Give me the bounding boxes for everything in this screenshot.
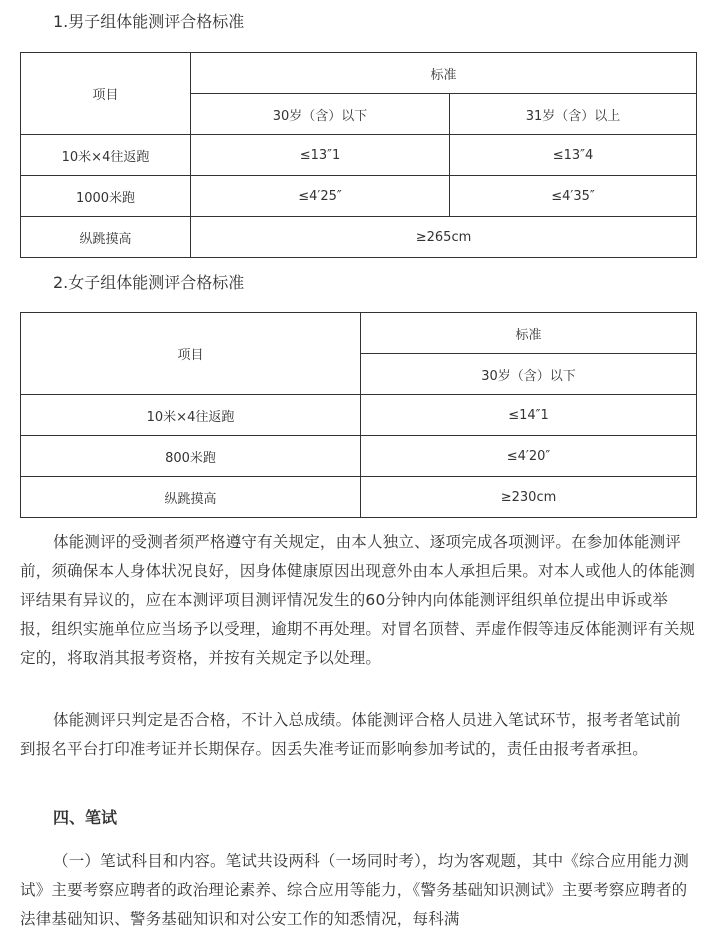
- row-value: ≥230cm: [361, 477, 697, 518]
- row-value: ≤14″1: [361, 395, 697, 436]
- female-col-age-under30: 30岁（含）以下: [361, 354, 697, 395]
- female-col-standard: 标准: [361, 313, 697, 354]
- table-row: [21, 176, 697, 217]
- male-table-heading: 1.男子组体能测评合格标准: [53, 12, 245, 31]
- row-value: ≤4′20″: [361, 436, 697, 477]
- male-col-item: 项目: [21, 53, 191, 135]
- table-row: [21, 217, 697, 258]
- male-col-standard: 标准: [191, 53, 697, 94]
- row-value: ≤13″1: [191, 135, 450, 176]
- body-paragraph: 体能测评只判定是否合格，不计入总成绩。体能测评合格人员进入笔试环节，报考者笔试前到报名平台打印准考证并长期保存。因丢失准考证而影响参加考试的，责任由报考者承担。: [20, 711, 682, 758]
- male-col-age-over31: 31岁（含）以上: [450, 94, 697, 135]
- female-standard-table: [20, 312, 697, 518]
- row-item: 10米×4往返跑: [21, 395, 361, 436]
- row-item: 1000米跑: [21, 176, 191, 217]
- table-row: [21, 395, 697, 436]
- row-value: ≥265cm: [191, 217, 697, 258]
- row-item: 纵跳摸高: [21, 477, 361, 518]
- row-value: ≤13″4: [450, 135, 697, 176]
- male-standard-table: [20, 52, 697, 258]
- row-item: 800米跑: [21, 436, 361, 477]
- female-col-item: 项目: [21, 313, 361, 395]
- row-value: ≤4′35″: [450, 176, 697, 217]
- row-value: ≤4′25″: [191, 176, 450, 217]
- row-item: 10米×4往返跑: [21, 135, 191, 176]
- table-row: [21, 436, 697, 477]
- table-row: [21, 477, 697, 518]
- row-item: 纵跳摸高: [21, 217, 191, 258]
- female-table-heading: 2.女子组体能测评合格标准: [53, 273, 245, 292]
- section-paragraph: （一）笔试科目和内容。笔试共设两科（一场同时考），均为客观题，其中《综合应用能力测试》主要考察应聘者的政治理论素养、综合应用等能力，《警务基础知识测试》主要考察应聘者的法律基础知识、警务基础知识和对公安工作的知悉情况，每科满: [20, 852, 689, 928]
- body-paragraph: 体能测评的受测者须严格遵守有关规定，由本人独立、逐项完成各项测评。在参加体能测评前，须确保本人身体状况良好，因身体健康原因出现意外由本人承担后果。对本人或他人的体能测评结果有异议的，应在本测评项目测评情况发生的60分钟内向体能测评组织单位提出申诉或举报，组织实施单位应当场予以受理，逾期不再处理。对冒名顶替、弄虚作假等违反体能测评有关规定的，将取消其报考资格，并按有关规定予以处理。: [20, 533, 696, 667]
- male-col-age-under30: 30岁（含）以下: [191, 94, 450, 135]
- section-title: 四、笔试: [53, 808, 118, 827]
- table-row: [21, 135, 697, 176]
